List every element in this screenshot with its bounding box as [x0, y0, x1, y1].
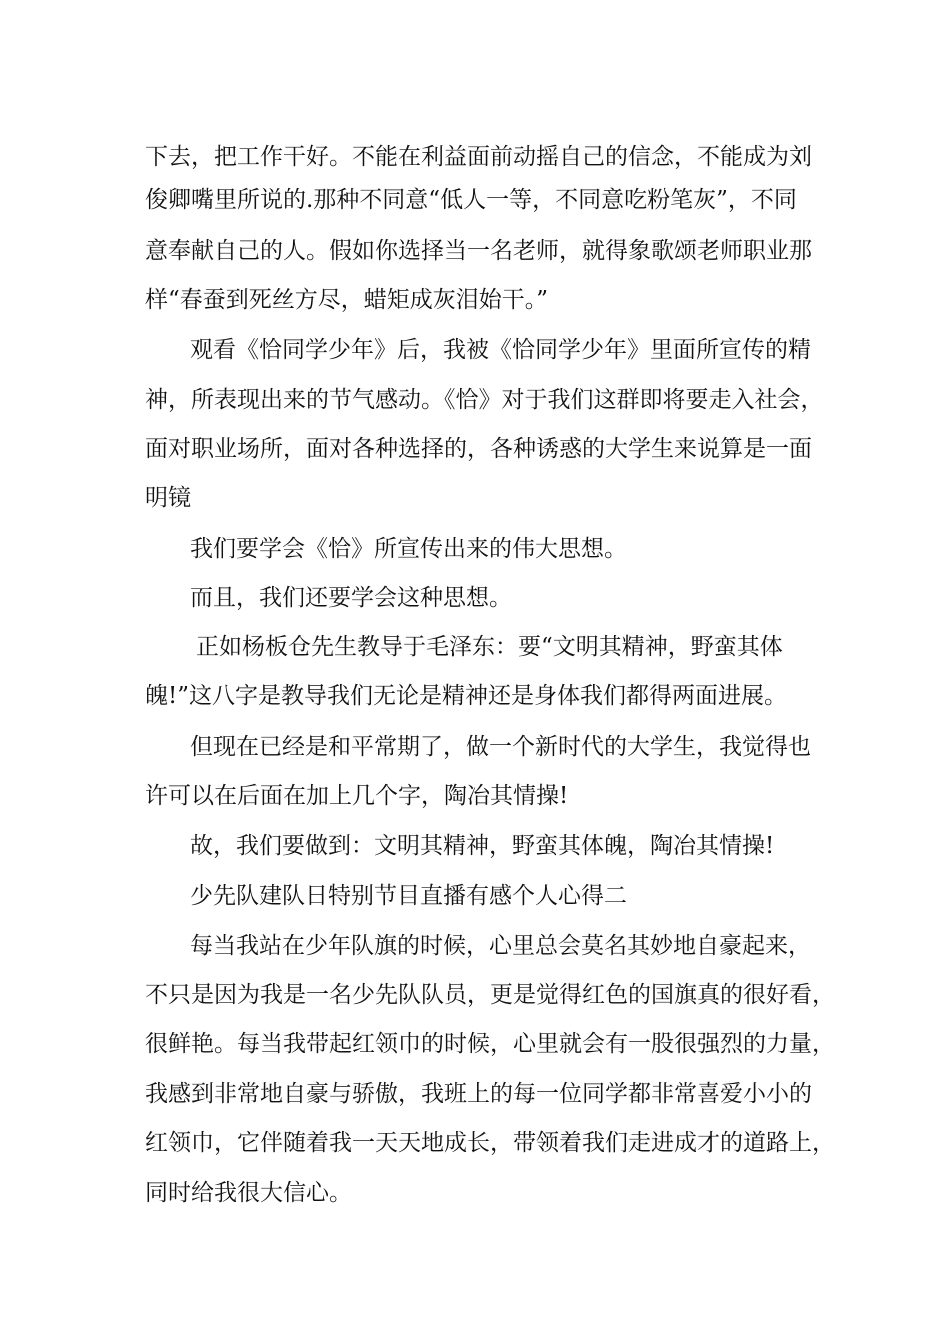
text-line: 意奉献自己的人。假如你选择当一名老师，就得象歌颂老师职业那: [145, 238, 812, 264]
text-line: 红领巾，它伴随着我一天天地成长，带领着我们走进成才的道路上，: [145, 1130, 835, 1156]
text-line: 俊卿嘴里所说的.那种不同意“低人一等，不同意吃粉笔灰”，不同: [145, 187, 797, 213]
text-line: 面对职业场所，面对各种选择的，各种诱惑的大学生来说算是一面: [145, 436, 812, 462]
text-line: 故，我们要做到：文明其精神，野蛮其体魄，陶冶其情操!: [190, 833, 775, 859]
text-line: 神，所表现出来的节气感动。《恰》对于我们这群即将要走入社会，: [145, 387, 824, 413]
text-line: 而且，我们还要学会这种思想。: [190, 585, 512, 611]
text-line: 许可以在后面在加上几个字，陶冶其情操!: [145, 783, 569, 809]
text-line: 但现在已经是和平常期了，做一个新时代的大学生，我觉得也: [190, 734, 811, 760]
text-line: 观看《恰同学少年》后，我被《恰同学少年》里面所宣传的精: [190, 337, 811, 363]
text-line: 我们要学会《恰》所宣传出来的伟大思想。: [190, 536, 627, 562]
text-line: 每当我站在少年队旗的时候，心里总会莫名其妙地自豪起来，: [190, 933, 811, 959]
text-line: 下去，把工作干好。不能在利益面前动摇自己的信念，不能成为刘: [145, 144, 812, 170]
text-line: 很鲜艳。每当我带起红领巾的时候，心里就会有一股很强烈的力量，: [145, 1031, 835, 1057]
text-line: 正如杨板仓先生教导于毛泽东：要“文明其精神，野蛮其体: [196, 634, 783, 660]
section-heading: 少先队建队日特别节目直播有感个人心得二: [190, 883, 627, 909]
text-line: 我感到非常地自豪与骄傲，我班上的每一位同学都非常喜爱小小的: [145, 1081, 812, 1107]
text-line: 同时给我很大信心。: [145, 1180, 352, 1206]
text-line: 不只是因为我是一名少先队队员，更是觉得红色的国旗真的很好看，: [145, 982, 835, 1008]
text-line: 样“春蚕到死丝方尽，蜡矩成灰泪始干。”: [145, 287, 549, 313]
text-line: 明镜: [145, 485, 191, 511]
text-line: 魄!”这八字是教导我们无论是精神还是身体我们都得两面进展。: [145, 683, 788, 709]
